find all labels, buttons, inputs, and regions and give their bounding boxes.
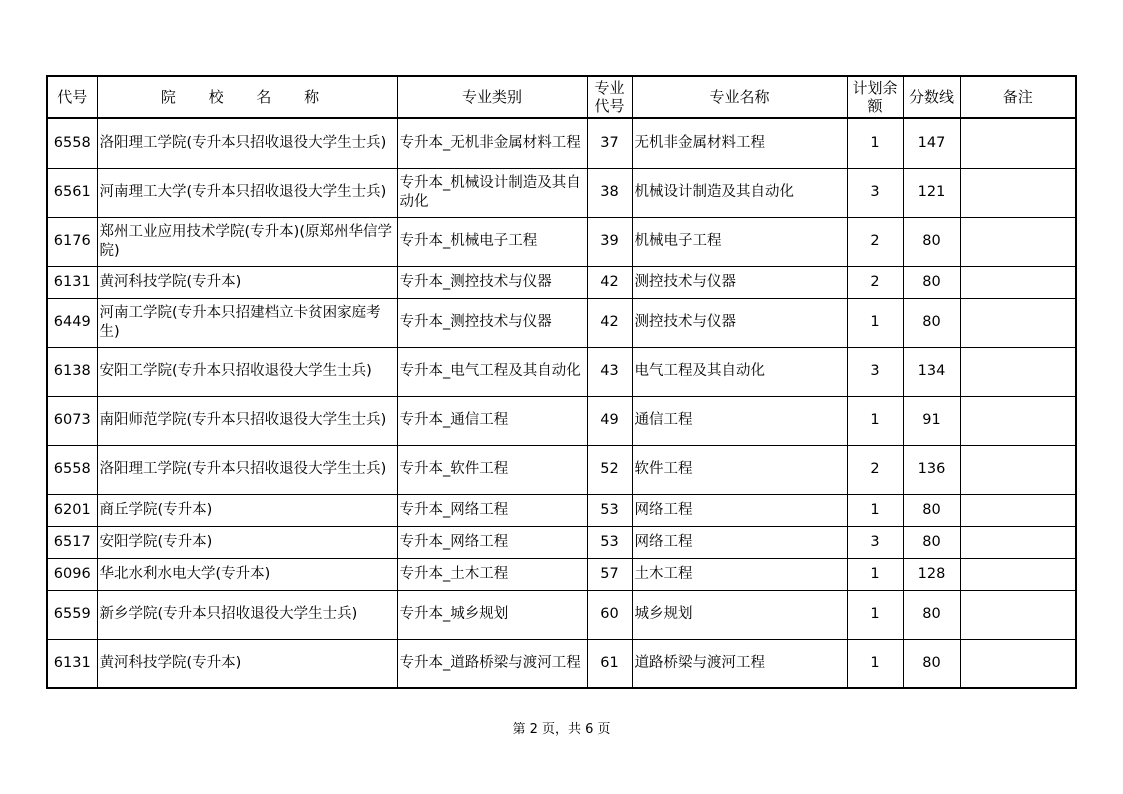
cell-major-code: 53 [587, 526, 632, 558]
cell-code: 6138 [47, 347, 97, 396]
cell-category: 专升本_网络工程 [397, 526, 587, 558]
cell-major-code: 42 [587, 298, 632, 347]
table-row [47, 266, 1076, 298]
cell-score-line: 91 [903, 396, 960, 445]
cell-major-code: 49 [587, 396, 632, 445]
cell-score-line: 128 [903, 558, 960, 590]
cell-remark [960, 118, 1076, 168]
admission-table [46, 75, 1077, 689]
cell-school: 华北水利水电大学(专升本) [97, 558, 397, 590]
cell-school: 安阳工学院(专升本只招收退役大学生士兵) [97, 347, 397, 396]
cell-code: 6558 [47, 118, 97, 168]
cell-score-line: 147 [903, 118, 960, 168]
cell-remark [960, 217, 1076, 266]
table-row [47, 396, 1076, 445]
table-row [47, 118, 1076, 168]
cell-plan-remaining: 3 [847, 168, 903, 217]
cell-school: 郑州工业应用技术学院(专升本)(原郑州华信学院) [97, 217, 397, 266]
header-school: 院 校 名 称 [97, 76, 397, 118]
cell-score-line: 121 [903, 168, 960, 217]
table-row [47, 347, 1076, 396]
cell-school: 新乡学院(专升本只招收退役大学生士兵) [97, 590, 397, 639]
cell-code: 6558 [47, 445, 97, 494]
cell-major-name: 机械电子工程 [632, 217, 847, 266]
header-major-name: 专业名称 [632, 76, 847, 118]
cell-school: 黄河科技学院(专升本) [97, 266, 397, 298]
cell-plan-remaining: 3 [847, 347, 903, 396]
cell-major-code: 43 [587, 347, 632, 396]
cell-major-name: 城乡规划 [632, 590, 847, 639]
cell-category: 专升本_测控技术与仪器 [397, 266, 587, 298]
cell-school: 河南理工大学(专升本只招收退役大学生士兵) [97, 168, 397, 217]
table-row [47, 298, 1076, 347]
cell-major-code: 57 [587, 558, 632, 590]
cell-plan-remaining: 2 [847, 266, 903, 298]
header-category: 专业类别 [397, 76, 587, 118]
cell-code: 6073 [47, 396, 97, 445]
cell-school: 洛阳理工学院(专升本只招收退役大学生士兵) [97, 118, 397, 168]
cell-major-name: 测控技术与仪器 [632, 298, 847, 347]
cell-category: 专升本_测控技术与仪器 [397, 298, 587, 347]
cell-category: 专升本_网络工程 [397, 494, 587, 526]
cell-code: 6201 [47, 494, 97, 526]
cell-major-name: 电气工程及其自动化 [632, 347, 847, 396]
cell-score-line: 134 [903, 347, 960, 396]
table-row [47, 494, 1076, 526]
cell-major-code: 42 [587, 266, 632, 298]
cell-major-name: 通信工程 [632, 396, 847, 445]
header-score-line: 分数线 [903, 76, 960, 118]
cell-school: 洛阳理工学院(专升本只招收退役大学生士兵) [97, 445, 397, 494]
cell-code: 6449 [47, 298, 97, 347]
page-footer: 第 2 页，共 6 页 [512, 722, 611, 737]
table-row [47, 445, 1076, 494]
cell-remark [960, 396, 1076, 445]
cell-school: 商丘学院(专升本) [97, 494, 397, 526]
cell-code: 6096 [47, 558, 97, 590]
cell-major-code: 53 [587, 494, 632, 526]
cell-major-code: 61 [587, 639, 632, 688]
cell-category: 专升本_无机非金属材料工程 [397, 118, 587, 168]
cell-plan-remaining: 1 [847, 494, 903, 526]
cell-remark [960, 266, 1076, 298]
cell-score-line: 80 [903, 494, 960, 526]
cell-major-code: 39 [587, 217, 632, 266]
cell-code: 6561 [47, 168, 97, 217]
cell-remark [960, 590, 1076, 639]
cell-code: 6559 [47, 590, 97, 639]
cell-major-name: 网络工程 [632, 494, 847, 526]
cell-score-line: 80 [903, 590, 960, 639]
cell-remark [960, 558, 1076, 590]
cell-plan-remaining: 1 [847, 396, 903, 445]
cell-category: 专升本_电气工程及其自动化 [397, 347, 587, 396]
cell-remark [960, 298, 1076, 347]
cell-school: 南阳师范学院(专升本只招收退役大学生士兵) [97, 396, 397, 445]
table-row [47, 639, 1076, 688]
cell-major-name: 机械设计制造及其自动化 [632, 168, 847, 217]
cell-score-line: 80 [903, 526, 960, 558]
table-row [47, 590, 1076, 639]
table-body [47, 118, 1076, 688]
header-row [47, 76, 1076, 118]
cell-major-name: 网络工程 [632, 526, 847, 558]
cell-school: 黄河科技学院(专升本) [97, 639, 397, 688]
cell-category: 专升本_机械设计制造及其自动化 [397, 168, 587, 217]
table-row [47, 526, 1076, 558]
cell-major-name: 无机非金属材料工程 [632, 118, 847, 168]
cell-school: 河南工学院(专升本只招建档立卡贫困家庭考生) [97, 298, 397, 347]
cell-code: 6176 [47, 217, 97, 266]
cell-plan-remaining: 1 [847, 639, 903, 688]
cell-category: 专升本_软件工程 [397, 445, 587, 494]
cell-plan-remaining: 1 [847, 298, 903, 347]
cell-major-name: 测控技术与仪器 [632, 266, 847, 298]
header-major-code: 专业代号 [587, 76, 632, 118]
cell-school: 安阳学院(专升本) [97, 526, 397, 558]
cell-remark [960, 168, 1076, 217]
table-row [47, 217, 1076, 266]
cell-plan-remaining: 1 [847, 558, 903, 590]
cell-major-name: 软件工程 [632, 445, 847, 494]
cell-plan-remaining: 2 [847, 445, 903, 494]
cell-remark [960, 526, 1076, 558]
cell-code: 6517 [47, 526, 97, 558]
cell-major-code: 37 [587, 118, 632, 168]
header-plan-remaining: 计划余额 [847, 76, 903, 118]
cell-score-line: 80 [903, 298, 960, 347]
cell-score-line: 80 [903, 639, 960, 688]
cell-category: 专升本_城乡规划 [397, 590, 587, 639]
cell-category: 专升本_土木工程 [397, 558, 587, 590]
header-code: 代号 [47, 76, 97, 118]
header-remarks: 备注 [960, 76, 1076, 118]
cell-plan-remaining: 2 [847, 217, 903, 266]
cell-remark [960, 639, 1076, 688]
cell-code: 6131 [47, 266, 97, 298]
cell-score-line: 136 [903, 445, 960, 494]
cell-major-code: 38 [587, 168, 632, 217]
cell-major-code: 52 [587, 445, 632, 494]
cell-major-code: 60 [587, 590, 632, 639]
cell-code: 6131 [47, 639, 97, 688]
cell-score-line: 80 [903, 266, 960, 298]
cell-remark [960, 494, 1076, 526]
table-row [47, 558, 1076, 590]
cell-score-line: 80 [903, 217, 960, 266]
cell-plan-remaining: 1 [847, 590, 903, 639]
cell-category: 专升本_通信工程 [397, 396, 587, 445]
cell-major-name: 土木工程 [632, 558, 847, 590]
cell-category: 专升本_机械电子工程 [397, 217, 587, 266]
cell-major-name: 道路桥梁与渡河工程 [632, 639, 847, 688]
table-row [47, 168, 1076, 217]
cell-plan-remaining: 3 [847, 526, 903, 558]
cell-plan-remaining: 1 [847, 118, 903, 168]
cell-category: 专升本_道路桥梁与渡河工程 [397, 639, 587, 688]
cell-remark [960, 445, 1076, 494]
cell-remark [960, 347, 1076, 396]
